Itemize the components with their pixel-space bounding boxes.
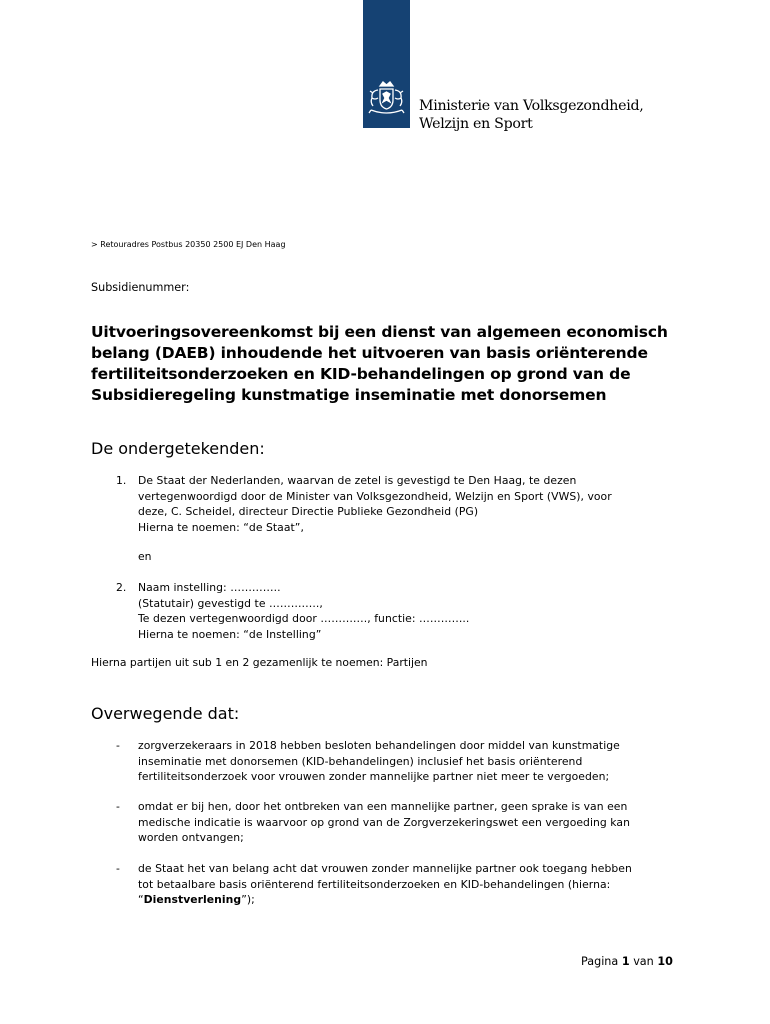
signatories-heading: De ondergetekenden: xyxy=(91,439,265,458)
ministry-name: Ministerie van Volksgezondheid, Welzijn en Sport xyxy=(419,98,644,132)
and-conjunction: en xyxy=(138,550,152,563)
list-item-number: 2. xyxy=(116,581,127,594)
ministry-logo-bar xyxy=(363,0,410,128)
list-item-institution-party: Naam instelling: ………….. (Statutair) gevestigd te ………….., Te dezen vertegenwoordigd door …………., functie: ………….. Hierna te noemen: “de Instelling” xyxy=(138,581,470,641)
document-title: Uitvoeringsovereenkomst bij een dienst van algemeen economisch belang (DAEB) inhoudende het uitvoeren van basis oriënterende fertiliteitsonderzoeken en KID-behandelingen op grond van de Subsidieregeling kunstmatige inseminatie met donorsemen xyxy=(91,323,668,404)
bullet-dash: - xyxy=(116,739,120,752)
considering-item xyxy=(138,861,698,908)
considering-item: omdat er bij hen, door het ontbreken van een mannelijke partner, geen sprake is van een medische indicatie is waarvoor op grond van de Zorgverzekeringswet een vergoeding kan worden ontvangen; xyxy=(138,800,630,844)
considering-item-text: de Staat het van belang acht dat vrouwen zonder mannelijke partner ook toegang hebben tot betaalbare basis oriënterend fertiliteitsonderzoeken en KID-behandelingen (hierna: “ xyxy=(138,862,632,906)
bullet-dash: - xyxy=(116,862,120,875)
page-footer xyxy=(581,955,673,968)
considering-item-text-end: ”); xyxy=(241,893,255,906)
page-label: Pagina xyxy=(581,955,619,968)
considering-heading: Overwegende dat: xyxy=(91,704,240,723)
list-item-state-party: De Staat der Nederlanden, waarvan de zetel is gevestigd te Den Haag, te dezen vertegenwoordigd door de Minister van Volksgezondheid, Welzijn en Sport (VWS), voor deze, C. Scheidel, directeur Directie Publieke Gezondheid (PG) Hierna te noemen: “de Staat”, xyxy=(138,474,612,534)
list-item-number: 1. xyxy=(116,474,127,487)
page-total: 10 xyxy=(657,955,673,968)
page-current: 1 xyxy=(621,955,630,968)
coat-of-arms-icon xyxy=(366,80,407,116)
of-label: van xyxy=(633,955,654,968)
parties-definition: Hierna partijen uit sub 1 en 2 gezamenlijk te noemen: Partijen xyxy=(91,656,428,669)
subsidy-number-label: Subsidienummer: xyxy=(91,281,190,294)
return-address: > Retouradres Postbus 20350 2500 EJ Den Haag xyxy=(91,240,286,249)
considering-item: zorgverzekeraars in 2018 hebben besloten behandelingen door middel van kunstmatige inseminatie met donorsemen (KID-behandelingen) inclusief het basis oriënterend fertiliteitsonderzoek voor vrouwen zonder mannelijke partner niet meer te vergoeden; xyxy=(138,739,620,783)
bullet-dash: - xyxy=(116,800,120,813)
defined-term: Dienstverlening xyxy=(143,893,242,906)
